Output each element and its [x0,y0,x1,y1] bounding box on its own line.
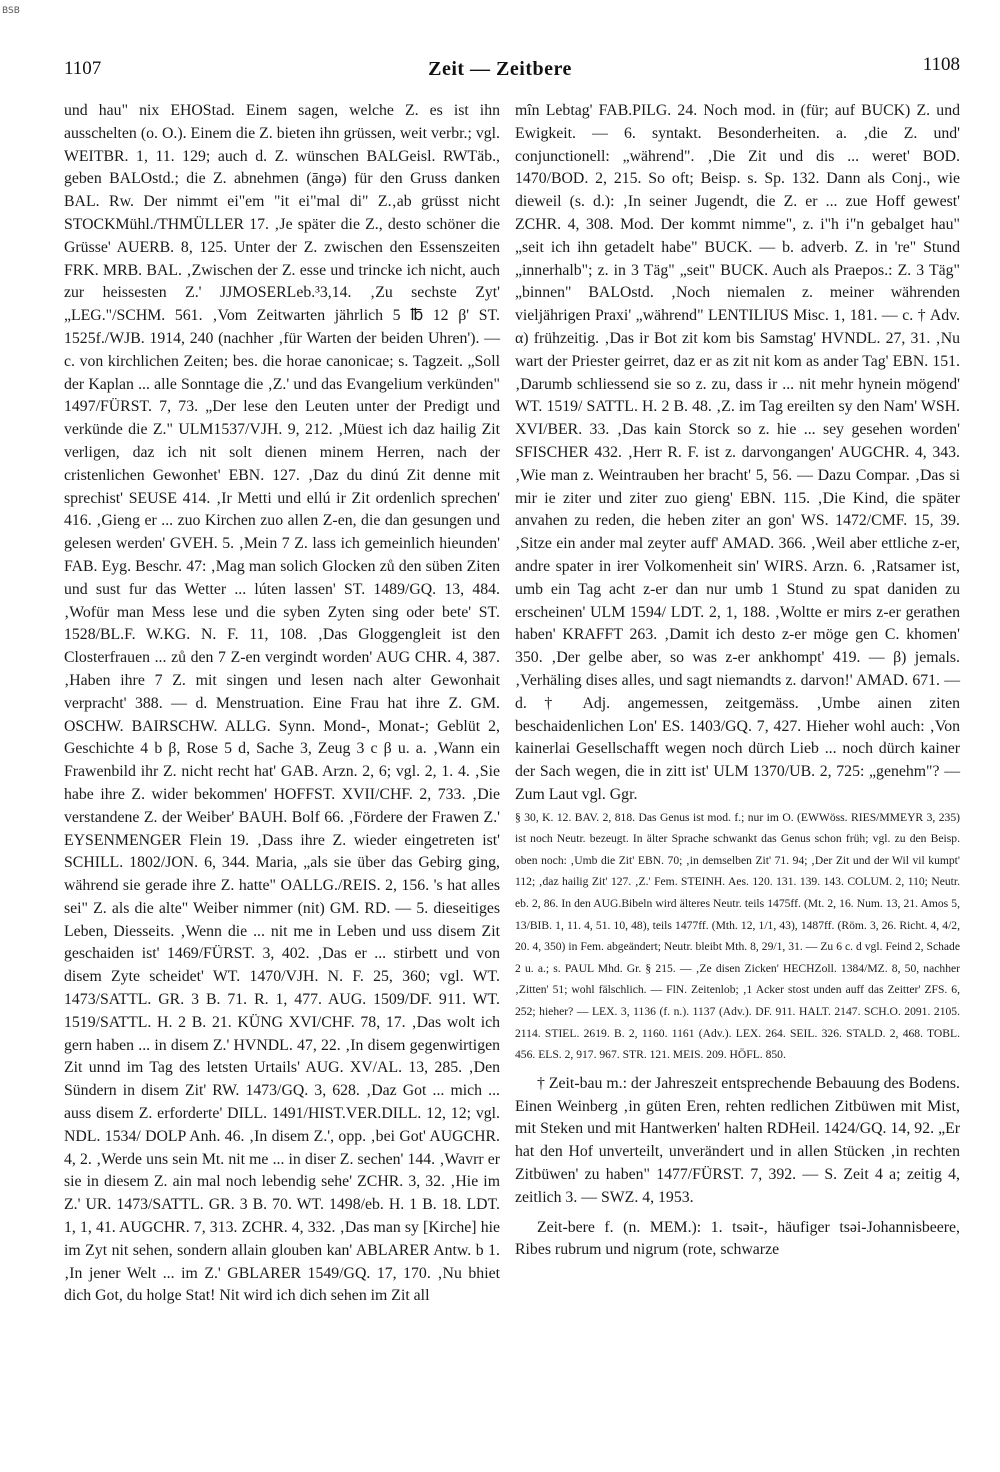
left-column-text: und hau" nix EHOStad. Einem sagen, welche Z. es ist ihn ausschelten (o. O.). Einem die Z. bieten ihn grüssen, weit verbr.; vgl. WEITBR. 1, 11. 129; auch d. Z. wünschen BALGeisl. RWTäb., geben BALOstd.; die Z. abnehmen (āngə) für den Gruss danken BAL. Rw. Der nimmt ei"em "it ei"mal di" Z.‚ab grüsst nicht STOCKMühl./THMÜLLER 17. ‚Je später die Z., desto schöner die Grüsse' AUERB. 8, 125. Unter der Z. zwischen den Essenszeiten FRK. MRB. BAL. ‚Zwischen der Z. esse und trincke ich nicht, auch zur heissesten Z.' JJMOSERLeb.³3,14. ‚Zu sechste Zyt' „LEG."/SCHM. 561. ‚Vom Zeitwarten jährlich 5 ℔ 12 β' ST. 1525f./WJB. 1914, 240 (nachher ‚für Warten der beiden Uhren'). — c. von kirchlichen Zeiten; bes. die horae canonicae; s. Tagzeit. „Soll der Kaplan ... alle Sonntage die ‚Z.' und das Evangelium verkünden" 1497/FÜRST. 7, 73. „Der lese den Leuten unter der Predigt und verkünde die Z." ULM1537/VJH. 9, 212. ‚Müest ich daz hailig Zit verligen, daz ich nit solt dienen minem Herren, nach der cristenlichen Gewonhet' EBN. 127. ‚Daz du dinú Zit denne mit sprechist' SEUSE 414. ‚Ir Metti und ellú ir Zit ordenlich sprechen' 416. ‚Gieng er ... zuo Kirchen zuo allen Z-en, die dan gesungen und gelesen werden' GVEH. 5. ‚Mein 7 Z. lass ich gemeinlich hieunden' FAB. Eyg. Beschr. 47: ‚Mag man solich Glocken zů den süben Ziten und sust fur das Wetter ... lúten lassen' ST. 1489/GQ. 13, 484. ‚Wofür man Mess lese und die syben Zyten sing oder bete' ST. 1528/BL.F. W.KG. N. F. 11, 108. ‚Das Gloggengleit ist den Closterfrauen ... zů den 7 Z-en vergindt worden' AUG CHR. 4, 387. ‚Haben ihre 7 Z. mit singen und lesen nach alter Gewonhait verpracht' 388. — d. Menstruation. Eine Frau hat ihre Z. GM. OSCHW. BAIRSCHW. ALLG. Synn. Mond-, Monat-; Geblüt 2, Geschichte 4 b β, Rose 5 d, Sache 3, Zeug 3 c β u. a. ‚Wann ein Frawenbild ihr Z. nicht recht hat' GAB. Arzn. 2, 6; vgl. 2, 1. 4. ‚Sie habe ihre Z. wider bekommen' HOFFST. XVII/CHF. 2, 733. ‚Die verstandene Z. der Weiber' BAUH. Bolf 66. ‚Fördere der Frawen Z.' EYSENMENGER Flein 19. ‚Dass ihre Z. wieder eingetreten ist' SCHILL. 1802/JON. 6, 344. Maria, „als sie über das Gebirg ging, während sie gerade ihre Z. hatte" OALLG./REIS. 2, 156. 's hat alles sei" Z. als die alte" Weiber nimmer (nit) GM. RD. — 5. dieseitiges Leben, Diesseits. ‚Wenn die ... nit me in Leben und uss disem Zit geschaiden ist' 1469/FÜRST. 3, 402. ‚Das er ... stirbett und von disem Zyte scheidet' WT. 1470/VJH. N. F. 25, 360; vgl. WT. 1473/SATTL. GR. 3 B. 71. R. 1, 477. AUG. 1509/DF. 911. WT. 1519/SATTL. H. 2 B. 21. KÜNG XVI/CHF. 78, 17. ‚Das wolt ich gern haben ... in disem Z.' HVNDL. 47, 22. ‚In disem gegenwirtigen Zit unnd im Tag des letsten Urtails' AUG. XV/AL. 13, 285. ‚Den Sündern in disem Zit' RW. 1473/GQ. 3, 628. ‚Daz Got ... mich ... auss disem Z. erforderte' DILL. 1491/HIST.VER.DILL. 12, 12; vgl. NDL. 1534/ DOLP Anh. 46. ‚In disem Z.', opp. ‚bei Got' AUGCHR. 4, 2. ‚Werde uns sein Mt. nit me ... in diser Z. sechen' 144. ‚Wavrr er sie in diesem Z. ain mal noch lebendig sehe' ZCHR. 3, 32. ‚Hie im Z.' UR. 1473/SATTL. GR. 3 B. 70. WT. 1498/eb. H. 1 B. 18. LDT. 1, 1, 41. AUGCHR. 7, 313. ZCHR. 4, 332. ‚Das man sy [Kirche] hie im Zyt nit sehen, sondern allain glouben kan' ABLARER Antw. b 1. ‚In jener Welt ... im Z.' GBLARER 1549/GQ. 17, 170. ‚Nu bhiet dich Got, du holge Stat! Nit wird ich dich sehen im Zit all [64,102,500,1305]
right-column-text: mîn Lebtag' FAB.PILG. 24. Noch mod. in (für; auf BUCK) Z. und Ewigkeit. — 6. syntakt. Besonderheiten. a. ‚die Z. und' conjunctionell: „während". ‚Die Zit und dis ... weret' BOD. 1470/BOD. 2, 215. So oft; Beisp. s. Sp. 132. Dann als Conj., wie dieweil (s. d.): ‚In seiner Jugendt, die Z. er ... zue Hoff gewest' ZCHR. 4, 308. Mod. Der kommt nimme", z. i"h i"n gebalget hau" „seit ich ihn getadelt habe" BUCK. — b. adverb. Z. in 're" Stund „innerhalb"; z. in 3 Täg" „seit" BUCK. Auch als Praepos.: Z. 3 Täg" „binnen" BALOstd. ‚Noch niemalen z. meiner währenden vieljährigen Praxi' „während" LENTILIUS Misc. 1, 181. — c. † Adv. α) frühzeitig. ‚Das ir Bot zit kom bis Samstag' HVNDL. 27, 31. ‚Nu wart der Priester geirret, daz er as zit nit kom as ander Tag' EBN. 151. ‚Darumb schliessend sie so z. zu, dass ir ... nit mehr hynein mögend' WT. 1519/ SATTL. H. 2 B. 48. ‚Z. im Tag ereilten sy den Nam' WSH. XVI/BER. 33. ‚Das kain Storck so z. hie ... sey gesehen worden' SFISCHER 432. ‚Herr R. F. ist z. darvongangen' AUGCHR. 4, 343. ‚Wie man z. Weintrauben her bracht' 5, 56. — Dazu Compar. ‚Das si mir ie ziter und ziter zuo gieng' EBN. 115. ‚Die Kind, die später anvahen zu reden, die heben ziter an gon' WS. 1472/CMF. 15, 39. ‚Sitze ein ander mal zeyter auff' AMAD. 366. ‚Weil aber ettliche z-er, andre spater in irer Volkomenheit sin' WIRS. Arzn. 6. ‚Ratsamer ist, umb ein Tag acht z-er dan nur umb 1 Stund zu spat daniden zu erscheinen' ULM 1594/ LDT. 2, 1, 188. ‚Woltte er mirs z-er gerathen haben' KRAFFT 263. ‚Damit ich desto z-er möge gen C. khomen' 350. ‚Der gelbe aber, so was z-er ankhompt' 419. — β) jemals. ‚Verhäling dises alles, und sagt niemandts z. darvon!' AMAD. 671. — d. † Adj. angemessen, zeitgemäss. ‚Umbe ainen ziten beschaidenlichen Lon' ES. 1403/GQ. 7, 427. Hieher wohl auch: ‚Von kainerlai Gesellschafft wegen noch dürch Lieb ... noch dürch kainer der Sach wegen, die in zitt ist' ULM 1370/UB. 2, 725: „genehm"? — Zum Laut vgl. Ggr. [515,102,960,803]
etymology-note: § 30, K. 12. BAV. 2, 818. Das Genus ist mod. f.; nur im O. (EWWöss. RIES/MMEYR 3, 235) ist noch Neutr. bezeugt. In älter Sprache schwankt das Genus schon früh; vgl. zu den Beisp. oben noch: ‚Umb die Zit' EBN. 70; ‚in demselben Zit' 71. 94; ‚Der Zit und der Wil vil kumpt' 112; ‚daz hailig Zit' 127. ‚Z.' Fem. STEINH. Aes. 120. 131. 139. 143. COLUM. 2, 110; Neutr. eb. 2, 86. In den AUG.Bibeln wird älteres Neutr. teils 1475ff. (Mt. 2, 16. Num. 13, 21. Amos 5, 13/BIB. 1, 11. 4, 51. 10, 48), teils 1477ff. (Mth. 12, 1/1, 43), 1487ff. (Röm. 3, 26. Richt. 4, 4/2, 20. 4, 350) in Fem. abgeändert; Neutr. bleibt Mth. 8, 29/1, 31. — Zu 6 c. d vgl. Feind 2, Schade 2 u. a.; s. PAUL Mhd. Gr. § 215. — ‚Ze disen Zicken' HECHZoll. 1384/MZ. 8, 50, nachher ‚Zitten' 51; wohl fälschlich. — FlN. Zeitenlob; ‚1 Acker stost unden auff das Zeitter' ZFS. 6, 252; hieher? — LEX. 3, 1136 (f. n.). 1137 (Adv.). DF. 911. HALT. 2147. SCH.O. 2091. 2105. 2114. STIEL. 2619. B. 2, 1160. 1161 (Adv.). LEX. 264. SEIL. 326. STALD. 2, 468. TOBL. 456. ELS. 2, 917. 967. STR. 121. MEIS. 209. HÖFL. 850. [515,810,960,1062]
entry-zeitbere: Zeit-bere f. (n. MEM.): 1. tsəit-, häufiger tsəi-Johannisbeere, Ribes rubrum und nigrum (rote, schwarze [515,1218,960,1259]
right-column [515,100,960,1262]
running-title: Zeit — Zeitbere [428,58,572,80]
entry-zeitbau: † Zeit-bau m.: der Jahreszeit entsprechende Bebauung des Bodens. Einen Weinberg ‚in güten Eren, rehten redlichen Zitbüwen mit Mist, mit Steken und mit Hantwerken' halten RDHeil. 1424/GQ. 14, 92. „Er hat den Hof unverteilt, unverändert und in allen Stücken ‚in rechten Zitbüwen' zu haben" 1477/FÜRST. 7, 392. — S. Zeit 4 a; zeitig 4, zeitlich 3. — SWZ. 4, 1953. [515,1074,960,1206]
library-stamp: BSB [2,6,20,16]
left-column [64,100,500,1308]
page-number-right: 1108 [922,54,960,75]
page-number-left: 1107 [64,58,102,79]
